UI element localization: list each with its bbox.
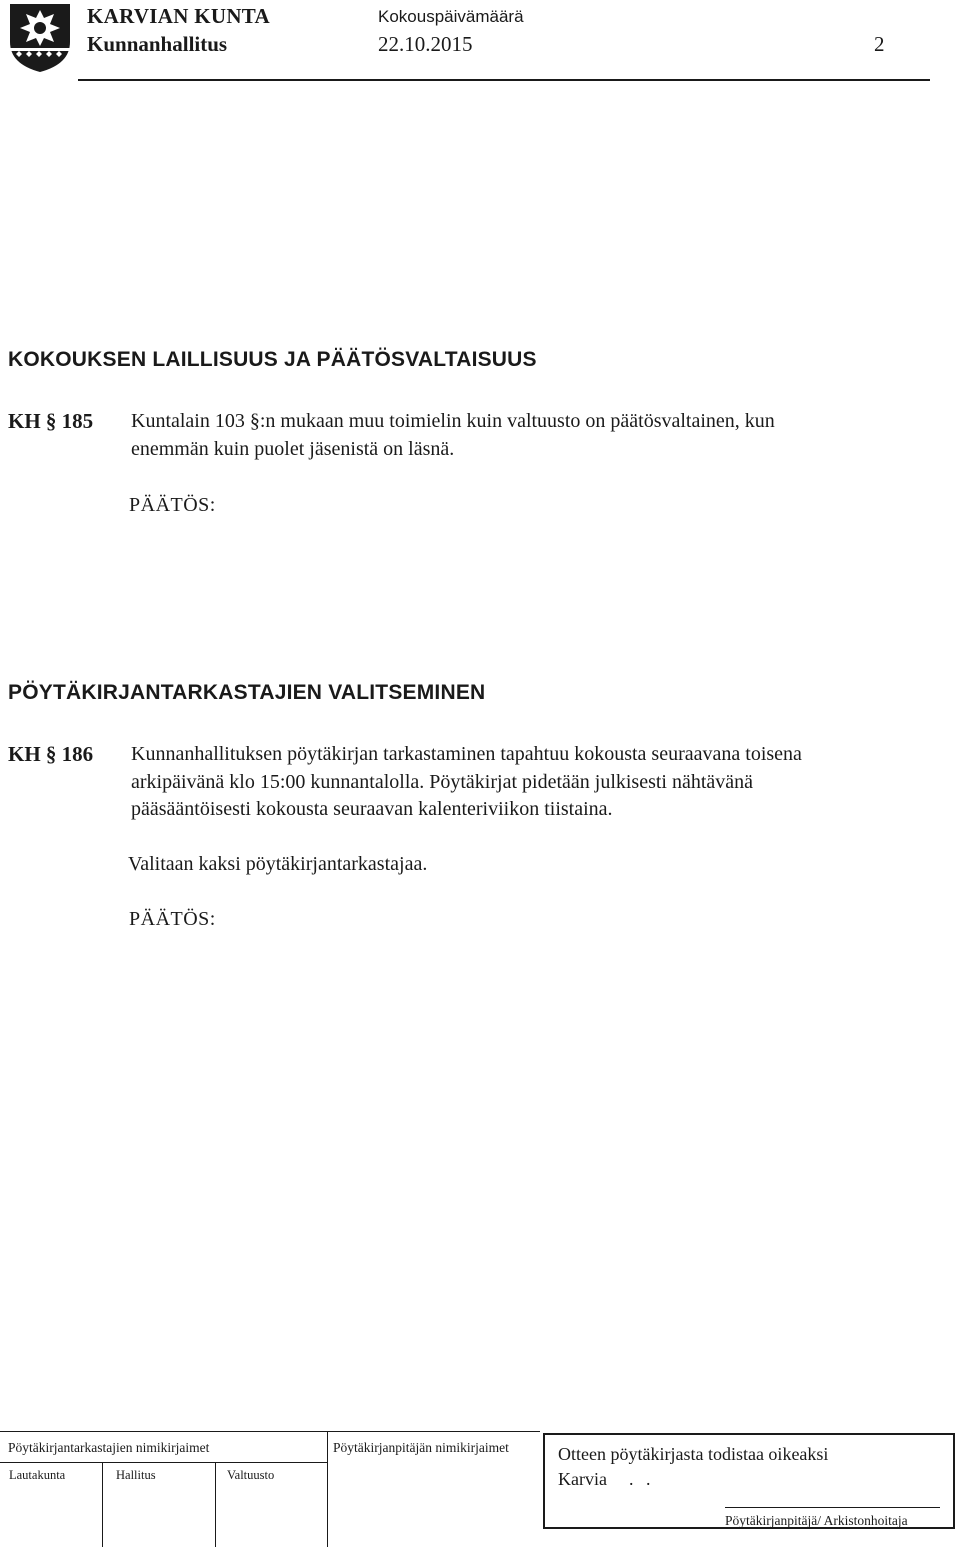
- column-label-board: Hallitus: [116, 1468, 156, 1482]
- footer-divider: [215, 1462, 216, 1547]
- coat-of-arms-icon: [8, 2, 72, 74]
- column-label-committee: Lautakunta: [9, 1468, 66, 1482]
- footer-divider: [102, 1462, 103, 1547]
- certificate-place: Karvia: [558, 1469, 607, 1489]
- signature-line: [725, 1507, 940, 1508]
- section-body: [131, 408, 931, 463]
- page-number: 2: [874, 32, 885, 56]
- body-line: pääsääntöisesti kokousta seuraavan kalenteriviikon tiistaina.: [131, 798, 613, 820]
- footer-top-rule: [0, 1431, 540, 1432]
- meeting-date: 22.10.2015: [378, 32, 473, 56]
- section-number: KH § 185: [8, 409, 94, 433]
- body-line: enemmän kuin puolet jäsenistä on läsnä.: [131, 437, 455, 460]
- signature-label: Pöytäkirjanpitäjä/ Arkistonhoitaja: [725, 1513, 908, 1527]
- footer-divider: [327, 1431, 328, 1547]
- header-divider: [78, 79, 930, 81]
- body-name: Kunnanhallitus: [87, 32, 228, 56]
- decision-label: PÄÄTÖS:: [129, 908, 216, 930]
- decision-label: PÄÄTÖS:: [129, 494, 216, 516]
- section-number: KH § 186: [8, 742, 94, 766]
- footer-column-rule: [0, 1462, 327, 1463]
- certificate-text: Otteen pöytäkirjasta todistaa oikeaksi: [558, 1444, 829, 1464]
- organization-name: KARVIAN KUNTA: [87, 4, 271, 28]
- meeting-date-label: Kokouspäivämäärä: [378, 7, 524, 26]
- body-line: Kunnanhallituksen pöytäkirjan tarkastaminen tapahtuu kokousta seuraavana toisena: [131, 743, 802, 765]
- section-paragraph: Valitaan kaksi pöytäkirjantarkastajaa.: [128, 853, 428, 875]
- section-heading: PÖYTÄKIRJANTARKASTAJIEN VALITSEMINEN: [8, 681, 486, 704]
- section-body: [131, 741, 931, 824]
- secretary-initials-label: Pöytäkirjanpitäjän nimikirjaimet: [333, 1440, 509, 1455]
- certificate-box: [543, 1433, 955, 1529]
- certificate-date: . .: [629, 1469, 655, 1489]
- inspectors-initials-label: Pöytäkirjantarkastajien nimikirjaimet: [8, 1440, 210, 1455]
- section-heading: KOKOUKSEN LAILLISUUS JA PÄÄTÖSVALTAISUUS: [8, 348, 537, 371]
- column-label-council: Valtuusto: [227, 1468, 275, 1482]
- body-line: Kuntalain 103 §:n mukaan muu toimielin kuin valtuusto on päätösvaltainen, kun: [131, 410, 775, 432]
- body-line: arkipäivänä klo 15:00 kunnantalolla. Pöytäkirjat pidetään julkisesti nähtävänä: [131, 770, 754, 793]
